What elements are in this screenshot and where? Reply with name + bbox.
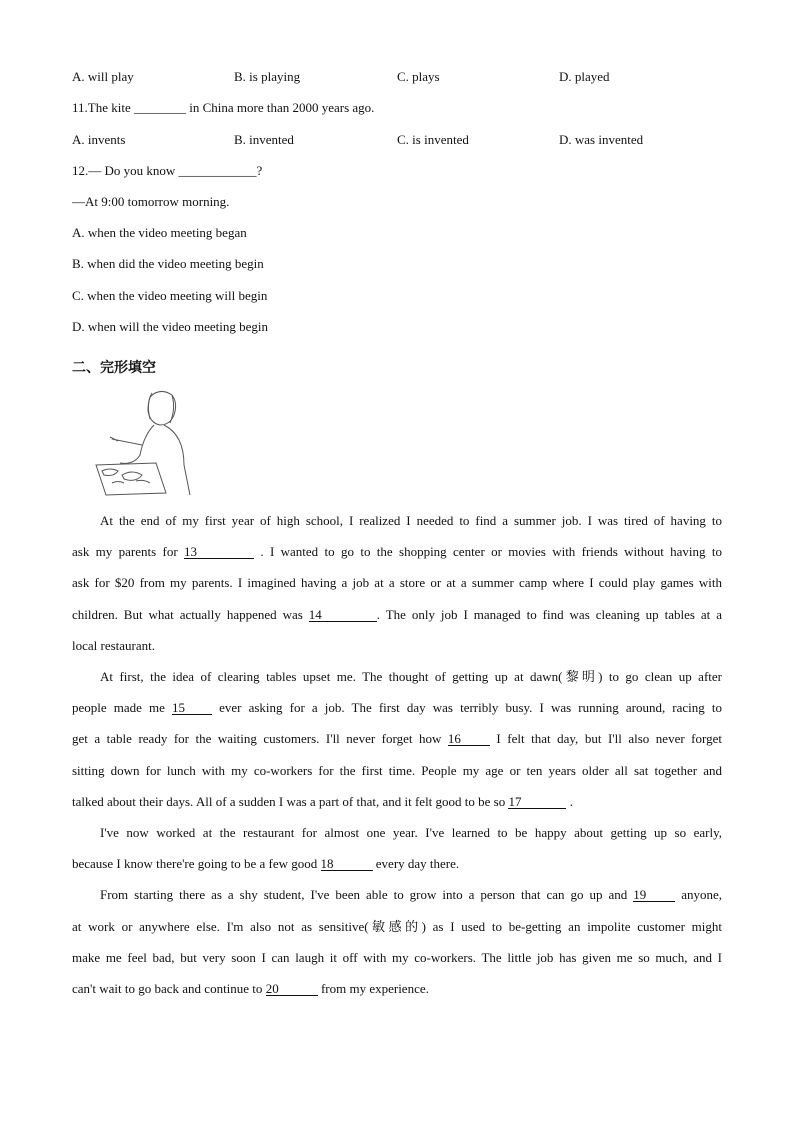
passage-text: . <box>566 793 573 809</box>
passage-text: . I wanted to go to the shopping center or movies with friends without having to <box>254 544 723 560</box>
passage-line <box>72 856 722 872</box>
q11-option-a: A. invents <box>72 132 126 147</box>
passage-text: At the end of my first year of high school, I realized I needed to find a summer job. I was tired of having to <box>100 513 722 528</box>
passage-line <box>72 607 722 623</box>
passage-text: ask my parents for <box>72 544 185 560</box>
passage-text: local restaurant. <box>72 637 156 653</box>
blank-16: 16 <box>448 732 490 746</box>
passage-text: get a table ready for the waiting customers. I'll never forget how <box>72 731 448 747</box>
passage-text: children. But what actually happened was <box>72 606 309 622</box>
q11-stem: 11.The kite ________ in China more than 2000 years ago. <box>72 100 375 115</box>
passage-line <box>72 638 722 654</box>
passage-text: people made me <box>72 700 173 716</box>
passage-text: ask for $20 from my parents. I imagined having a job at a store or at a summer camp where I could play games with <box>72 575 722 591</box>
passage-line <box>72 575 722 591</box>
blank-14: 14 <box>309 608 377 622</box>
passage-line <box>100 669 722 685</box>
q11-option-c: C. is invented <box>397 132 469 147</box>
q12-option-c: C. when the video meeting will begin <box>72 288 268 303</box>
passage-text: . The only job I managed to find was cleaning up tables at a <box>376 606 722 622</box>
passage-line <box>100 513 722 529</box>
blank-19: 19 <box>633 888 675 902</box>
passage-line <box>100 887 722 903</box>
passage-text: ever asking for a job. The first day was terribly busy. I was running around, racing to <box>212 700 722 716</box>
passage-line <box>72 763 722 779</box>
q11-option-d: D. was invented <box>559 132 644 147</box>
q11-option-b: B. invented <box>234 132 294 147</box>
passage-line <box>72 919 722 935</box>
passage-text: talked about their days. All of a sudden I was a part of that, and it felt good to be so <box>72 793 509 809</box>
section-title: 二、完形填空 <box>72 360 156 376</box>
q10-option-d: D. played <box>559 69 610 84</box>
passage-line <box>72 794 722 810</box>
passage-line <box>72 700 722 716</box>
passage-line <box>72 950 722 966</box>
passage-text: anyone, <box>675 887 722 903</box>
blank-15: 15 <box>172 701 212 715</box>
passage-line <box>100 825 722 841</box>
passage-text: sitting down for lunch with my co-workers for the first time. People my age or ten years older all sat together and <box>72 762 722 778</box>
q12-reply: —At 9:00 tomorrow morning. <box>72 194 230 209</box>
passage-text: I've now worked at the restaurant for almost one year. I've learned to be happy about getting up so early, <box>100 825 722 840</box>
passage-text: I felt that day, but I'll also never forget <box>489 731 722 747</box>
blank-20: 20 <box>266 982 318 996</box>
q10-option-b: B. is playing <box>234 69 301 84</box>
passage-line <box>72 981 722 997</box>
passage-text: From starting there as a shy student, I've been able to grow into a person that can go up and <box>100 887 634 903</box>
q12-stem: 12.— Do you know ____________? <box>72 163 263 178</box>
passage-text: At first, the idea of clearing tables upset me. The thought of getting up at dawn(黎明) to go clean up after <box>100 669 722 684</box>
q12-option-d: D. when will the video meeting begin <box>72 319 269 334</box>
q10-option-c: C. plays <box>397 69 440 84</box>
passage-text: at work or anywhere else. I'm also not as sensitive(敏感的) as I used to be-getting an impolite customer might <box>72 918 722 934</box>
passage-text: make me feel bad, but very soon I can laugh it off with my co-workers. The little job has given me so much, and I <box>72 949 722 965</box>
passage-text: every day there. <box>372 856 460 872</box>
passage-text: can't wait to go back and continue to <box>72 981 266 996</box>
blank-13: 13 <box>184 545 254 559</box>
q12-option-a: A. when the video meeting began <box>72 225 247 240</box>
passage-line <box>72 544 722 560</box>
girl-cleaning-table-illustration <box>92 385 192 497</box>
q12-option-b: B. when did the video meeting begin <box>72 256 264 271</box>
passage-text: from my experience. <box>317 981 429 996</box>
blank-18: 18 <box>321 857 373 871</box>
passage-line <box>72 731 722 747</box>
passage-text: because I know there're going to be a few good <box>72 856 321 872</box>
blank-17: 17 <box>508 795 566 809</box>
q10-option-a: A. will play <box>72 69 134 84</box>
